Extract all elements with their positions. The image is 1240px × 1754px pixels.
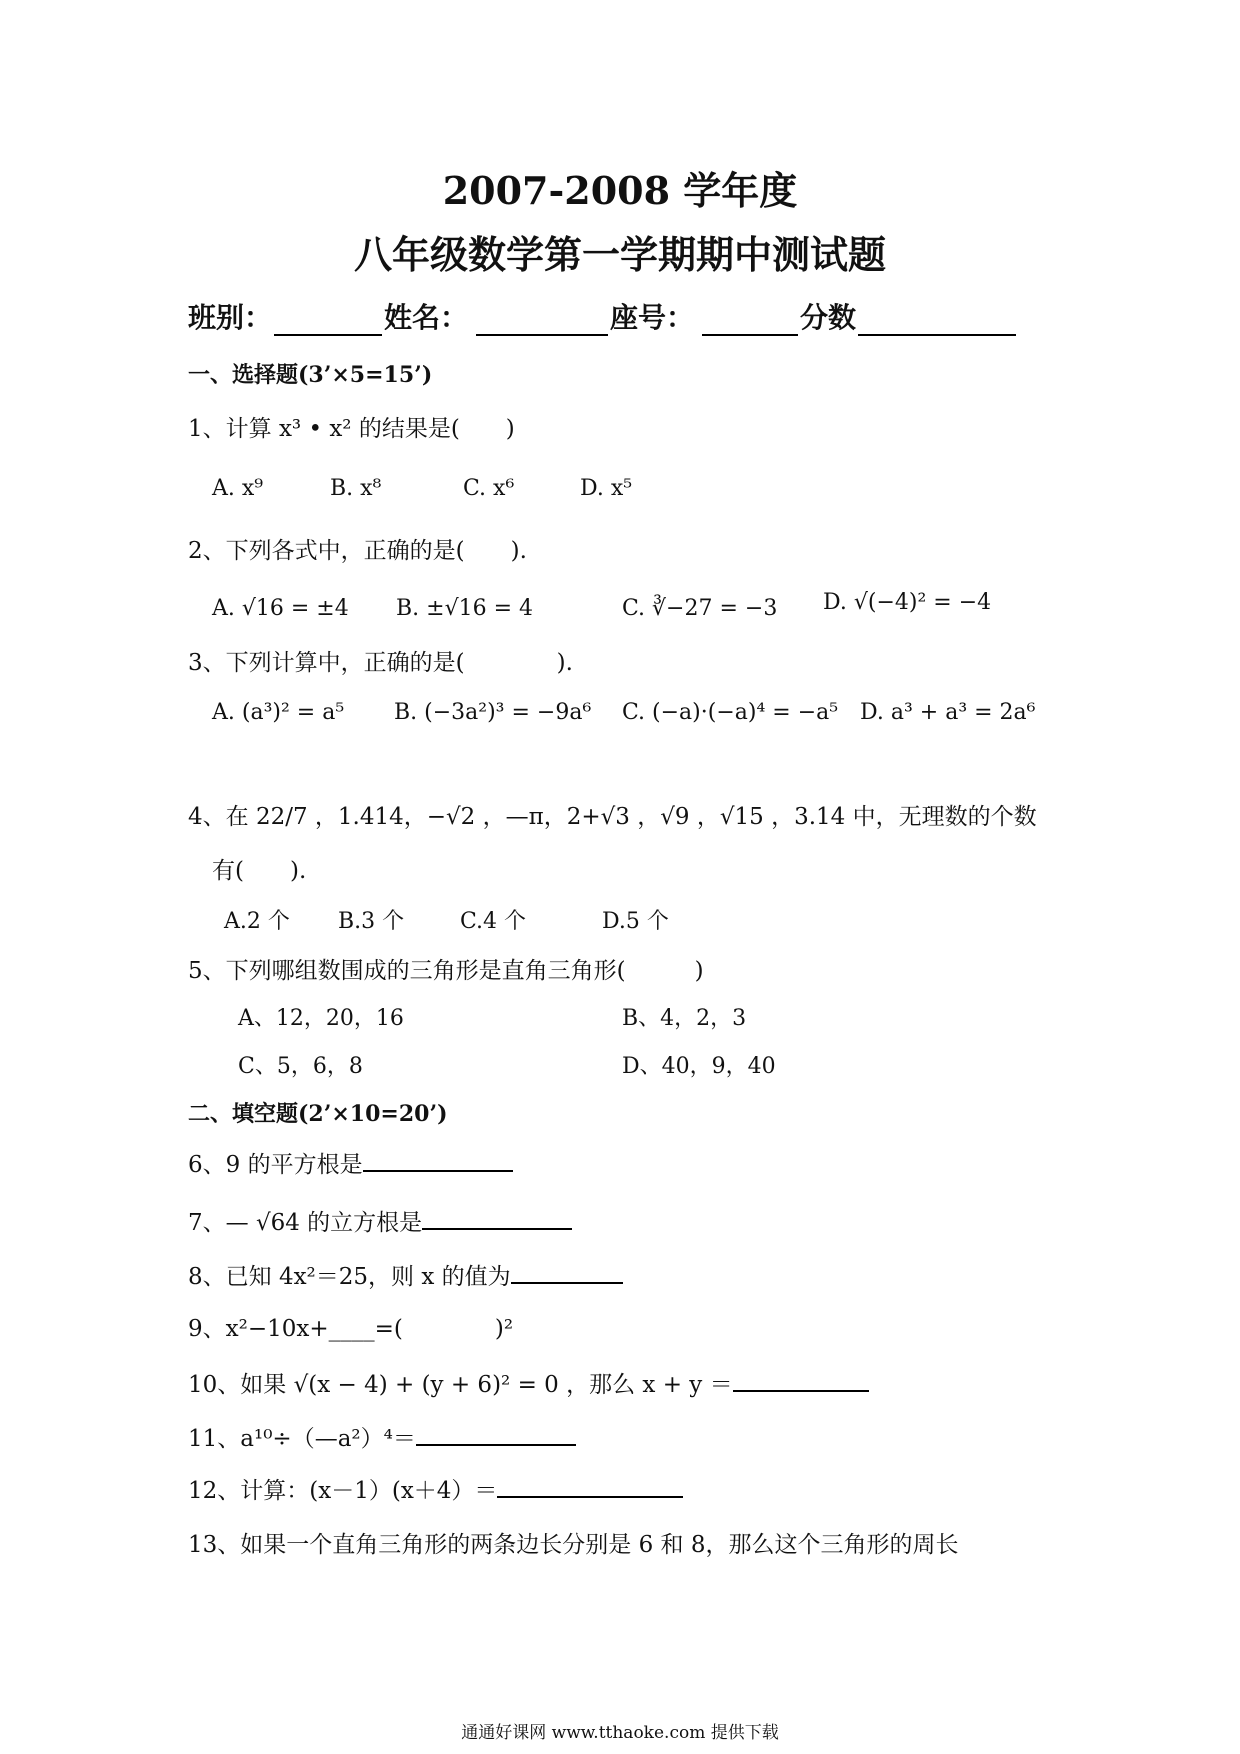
question-9: 9、x²−10x+____=( )² (188, 1316, 514, 1342)
q5-option-c[interactable]: C、5，6，8 (238, 1054, 363, 1079)
section-multiple-choice: 一、选择题(3’×5=15’) (188, 362, 433, 388)
q5-option-b[interactable]: B、4，2，3 (622, 1006, 747, 1031)
question-8-row (188, 1258, 623, 1291)
q5-option-d[interactable]: D、40，9，40 (622, 1054, 776, 1079)
question-13: 13、如果一个直角三角形的两条边长分别是 6 和 8，那么这个三角形的周长 (188, 1532, 959, 1558)
question-1: 1、计算 x³ • x² 的结果是( ) (188, 416, 515, 442)
question-4-cont: 有( ). (212, 858, 307, 884)
question-11-row (188, 1420, 576, 1453)
q5-option-a[interactable]: A、12，20，16 (238, 1006, 404, 1031)
q4-option-d[interactable]: D.5 个 (602, 909, 669, 934)
title-exam: 八年级数学第一学期期中测试题 (353, 232, 886, 277)
q2-option-a[interactable]: A. √16 = ±4 (212, 596, 349, 621)
question-12-row (188, 1472, 683, 1505)
question-5: 5、下列哪组数围成的三角形是直角三角形( ) (188, 958, 704, 984)
q1-option-d[interactable]: D. x⁵ (580, 476, 633, 501)
q3-option-a[interactable]: A. (a³)² = a⁵ (212, 700, 345, 725)
question-6: 6、9 的平方根是 (188, 1152, 363, 1178)
q2-option-d[interactable]: D. √(−4)² = −4 (823, 590, 992, 615)
q11-answer-blank[interactable] (416, 1422, 576, 1446)
question-10-row (188, 1366, 869, 1399)
q3-option-b[interactable]: B. (−3a²)³ = −9a⁶ (394, 700, 592, 725)
q6-answer-blank[interactable] (363, 1148, 513, 1172)
question-10: 10、如果 √(x − 4) + (y + 6)² = 0 ，那么 x + y ＝ (188, 1372, 733, 1398)
section-fill-in: 二、填空题(2’×10=20’) (188, 1101, 448, 1127)
score-label: 分数 (800, 301, 857, 334)
q4-option-b[interactable]: B.3 个 (338, 909, 405, 934)
seat-blank[interactable] (702, 310, 798, 336)
class-label: 班别： (188, 301, 273, 334)
question-6-row (188, 1146, 513, 1179)
score-blank[interactable] (858, 310, 1016, 336)
question-7: 7、— √64 的立方根是 (188, 1210, 423, 1236)
q7-answer-blank[interactable] (422, 1206, 572, 1230)
q2-option-c[interactable]: C. ∛−27 = −3 (622, 596, 778, 621)
question-11: 11、a¹⁰÷（—a²）⁴＝ (188, 1426, 416, 1452)
question-4: 4、在 22/7 ，1.414，−√2 ，—π，2+√3 ，√9 ，√15 ，3.14 中，无理数的个数 (188, 804, 1037, 830)
question-8: 8、已知 4x²＝25，则 x 的值为 (188, 1264, 511, 1290)
q4-option-a[interactable]: A.2 个 (224, 909, 290, 934)
question-7-row (188, 1204, 572, 1237)
name-blank[interactable] (476, 310, 608, 336)
question-3: 3、下列计算中，正确的是( ). (188, 650, 573, 676)
q1-option-b[interactable]: B. x⁸ (330, 476, 382, 501)
q2-option-b[interactable]: B. ±√16 = 4 (396, 596, 534, 621)
q1-option-a[interactable]: A. x⁹ (212, 476, 264, 501)
q3-option-d[interactable]: D. a³ + a³ = 2a⁶ (860, 700, 1036, 725)
q4-option-c[interactable]: C.4 个 (460, 909, 527, 934)
q10-answer-blank[interactable] (733, 1368, 869, 1392)
class-blank[interactable] (274, 310, 382, 336)
footer-source: 通通好课网 www.tthaoke.com 提供下载 (461, 1723, 779, 1743)
student-info-row (188, 296, 1018, 336)
question-2: 2、下列各式中，正确的是( ). (188, 538, 527, 564)
q8-answer-blank[interactable] (511, 1260, 623, 1284)
title-year: 2007-2008 学年度 (442, 168, 798, 213)
name-label: 姓名： (384, 301, 469, 334)
question-12: 12、计算：(x－1）(x＋4）＝ (188, 1478, 498, 1504)
q3-option-c[interactable]: C. (−a)·(−a)⁴ = −a⁵ (622, 700, 839, 725)
seat-label: 座号： (610, 301, 695, 334)
q1-option-c[interactable]: C. x⁶ (463, 476, 515, 501)
q12-answer-blank[interactable] (497, 1474, 683, 1498)
